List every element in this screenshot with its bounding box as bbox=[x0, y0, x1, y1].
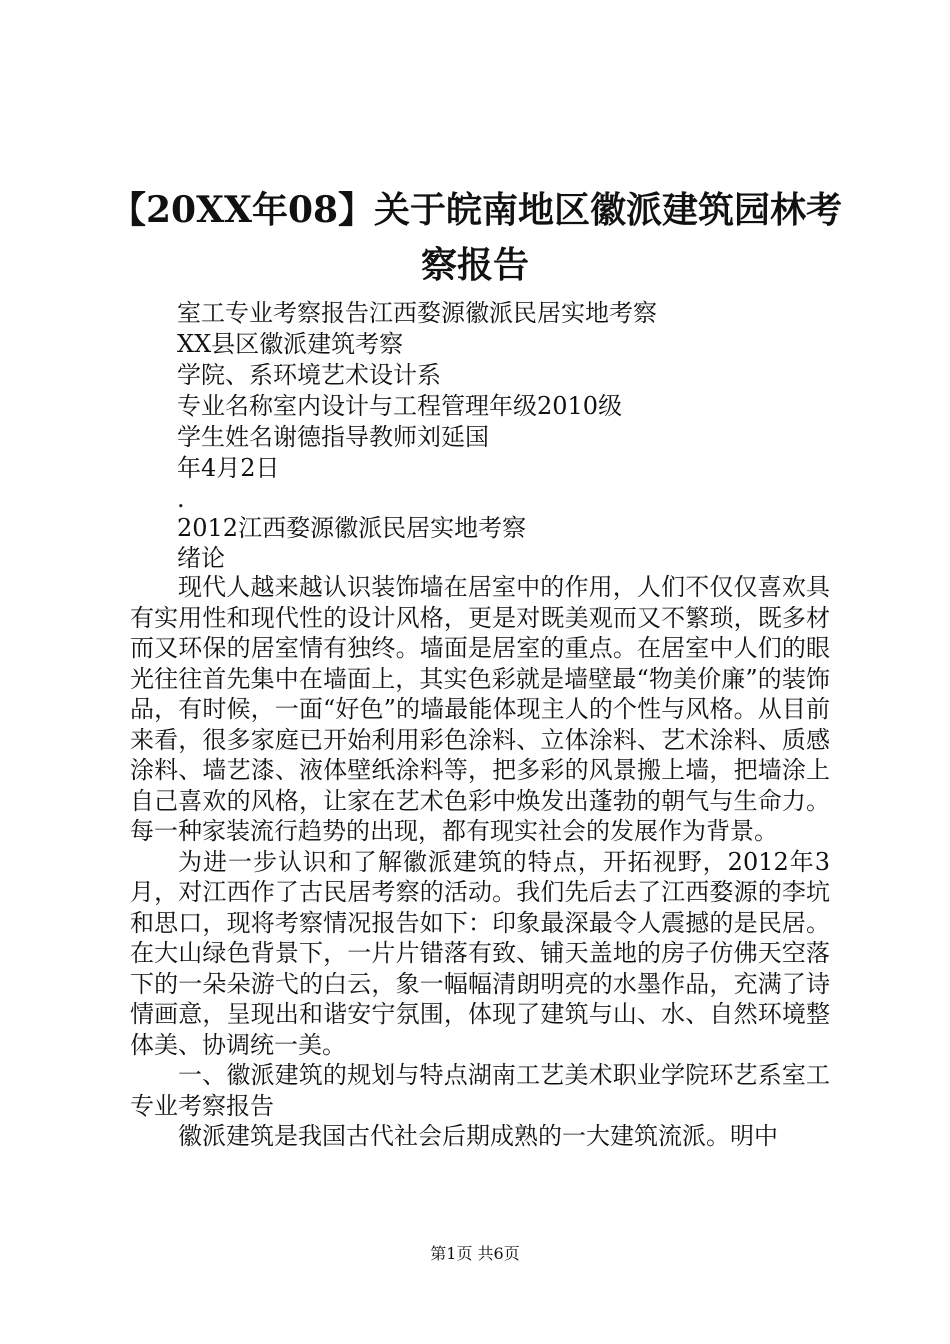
document-body bbox=[130, 572, 830, 1152]
page-footer: 第1页 共6页 bbox=[430, 1244, 520, 1263]
paragraph-section-one-heading: 一、徽派建筑的规划与特点湖南工艺美术职业学院环艺系室工专业考察报告 bbox=[130, 1061, 830, 1120]
meta-line-student: 学生姓名谢德指导教师刘延国 bbox=[177, 423, 489, 451]
paragraph-field-trip: 为进一步认识和了解徽派建筑的特点，开拓视野，2012年3月，对江西作了古民居考察的活动。我们先后去了江西婺源的李坑和思口，现将考察情况报告如下：印象最深最令人震撼的是民居。在大山绿色背景下，一片片错落有致、铺天盖地的房子仿佛天空落下的一朵朵游弋的白云，象一幅幅清朗明亮的水墨作品，充满了诗情画意，呈现出和谐安宁氛围，体现了建筑与山、水、自然环境整体美、协调统一美。 bbox=[130, 847, 830, 1059]
meta-line-department: 学院、系环境艺术设计系 bbox=[177, 361, 441, 389]
paragraph-introduction: 现代人越来越认识装饰墙在居室中的作用，人们不仅仅喜欢具有实用性和现代性的设计风格，更是对既美观而又不繁琐，既多材而又环保的居室情有独终。墙面是居室的重点。在居室中人们的眼光往往首先集中在墙面上，其实色彩就是墙壁最“物美价廉”的装饰品，有时候，一面“好色”的墙最能体现主人的个性与风格。从目前来看，很多家庭已开始利用彩色涂料、立体涂料、艺术涂料、质感涂料、墙艺漆、液体壁纸涂料等，把多彩的风景搬上墙，把墙涂上自己喜欢的风格，让家在艺术色彩中焕发出蓬勃的朝气与生命力。每一种家装流行趋势的出现，都有现实社会的发展作为背景。 bbox=[130, 573, 830, 845]
meta-line-date: 年4月2日 bbox=[177, 454, 280, 482]
paragraph-huizhou-architecture: 徽派建筑是我国古代社会后期成熟的一大建筑流派。明中 bbox=[178, 1122, 778, 1150]
meta-line-dot: . bbox=[177, 485, 185, 513]
meta-line-introduction: 绪论 bbox=[177, 544, 225, 572]
meta-line-section-title: 2012江西婺源徽派民居实地考察 bbox=[177, 514, 527, 542]
meta-line-report-type: 室工专业考察报告江西婺源徽派民居实地考察 bbox=[177, 299, 657, 327]
document-title-line-2: 察报告 bbox=[420, 244, 529, 286]
meta-line-subtitle: XX县区徽派建筑考察 bbox=[177, 330, 404, 358]
meta-line-major: 专业名称室内设计与工程管理年级2010级 bbox=[177, 392, 623, 420]
document-title-line-1: 【20XX年08】关于皖南地区徽派建筑园林考 bbox=[110, 189, 843, 231]
